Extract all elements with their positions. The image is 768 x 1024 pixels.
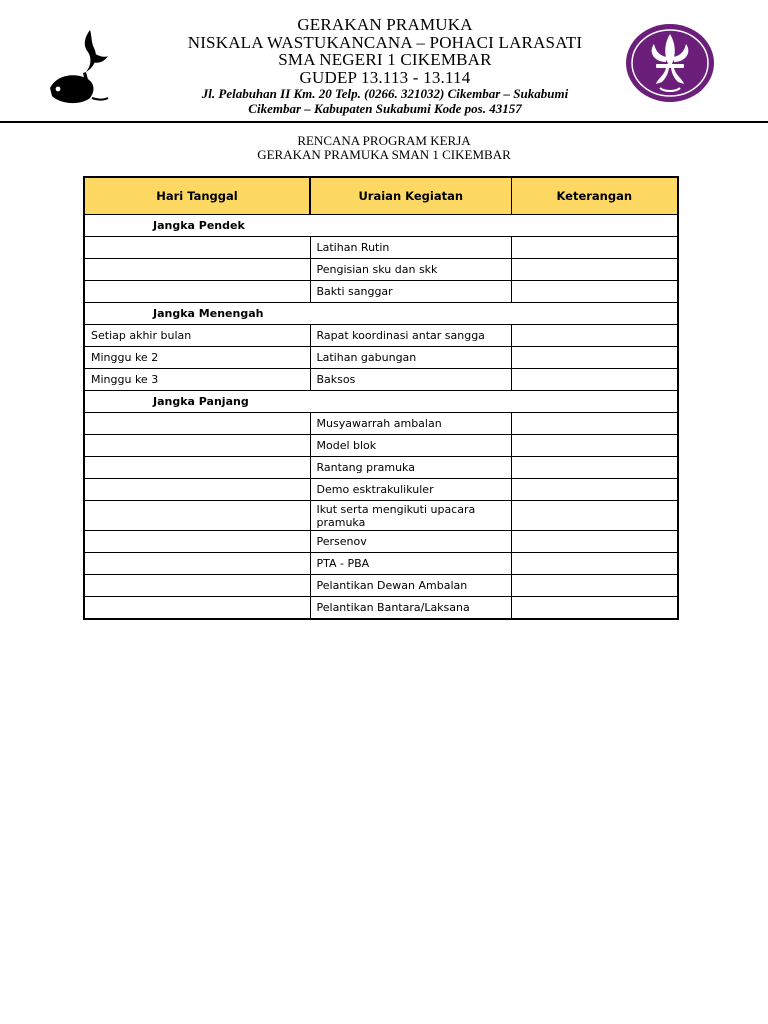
table-row <box>84 597 678 620</box>
table-row <box>84 281 678 303</box>
letterhead <box>0 0 768 122</box>
unit-name: NISKALA WASTUKANCANA – POHACI LARASATI <box>187 32 583 52</box>
activity-cell: Bakti sanggar <box>310 281 511 303</box>
note-cell <box>511 347 678 369</box>
title-line-1: RENCANA PROGRAM KERJA <box>297 133 471 148</box>
section-label: Jangka Menengah <box>84 303 678 325</box>
note-cell <box>511 531 678 553</box>
program-table <box>83 176 679 620</box>
date-cell <box>84 479 310 501</box>
note-cell <box>511 413 678 435</box>
activity-cell: Pelantikan Dewan Ambalan <box>310 575 511 597</box>
table-row <box>84 435 678 457</box>
letterhead-divider <box>0 121 768 123</box>
document-title <box>0 134 768 162</box>
note-cell <box>511 237 678 259</box>
header-uraian-kegiatan: Uraian Kegiatan <box>310 177 511 215</box>
table-row <box>84 259 678 281</box>
table-row <box>84 237 678 259</box>
activity-cell: Rantang pramuka <box>310 457 511 479</box>
table-row <box>84 501 678 531</box>
section-label: Jangka Pendek <box>84 215 678 237</box>
date-cell: Minggu ke 3 <box>84 369 310 391</box>
date-cell <box>84 553 310 575</box>
date-cell: Minggu ke 2 <box>84 347 310 369</box>
note-cell <box>511 325 678 347</box>
table-row <box>84 369 678 391</box>
section-row <box>84 215 678 237</box>
note-cell <box>511 281 678 303</box>
activity-cell: Pelantikan Bantara/Laksana <box>310 597 511 620</box>
section-row <box>84 303 678 325</box>
gudep-number: GUDEP 13.113 - 13.114 <box>299 67 471 87</box>
title-line-2: GERAKAN PRAMUKA SMAN 1 CIKEMBAR <box>257 147 511 162</box>
table-row <box>84 325 678 347</box>
note-cell <box>511 597 678 620</box>
activity-cell: Latihan Rutin <box>310 237 511 259</box>
note-cell <box>511 501 678 531</box>
table-row <box>84 553 678 575</box>
date-cell <box>84 531 310 553</box>
activity-cell: Musyawarrah ambalan <box>310 413 511 435</box>
table-row <box>84 531 678 553</box>
note-cell <box>511 435 678 457</box>
address-line-2: Cikembar – Kabupaten Sukabumi Kode pos. 43157 <box>248 101 522 116</box>
note-cell <box>511 259 678 281</box>
activity-cell: Model blok <box>310 435 511 457</box>
note-cell <box>511 457 678 479</box>
org-name: GERAKAN PRAMUKA <box>297 15 473 34</box>
activity-cell: PTA - PBA <box>310 553 511 575</box>
date-cell <box>84 435 310 457</box>
table-body <box>84 215 678 620</box>
note-cell <box>511 479 678 501</box>
table-row <box>84 457 678 479</box>
tunas-kelapa-logo-icon <box>46 22 112 106</box>
activity-cell: Ikut serta mengikuti upacara pramuka <box>310 501 511 531</box>
section-label: Jangka Panjang <box>84 391 678 413</box>
activity-cell: Latihan gabungan <box>310 347 511 369</box>
date-cell: Setiap akhir bulan <box>84 325 310 347</box>
date-cell <box>84 259 310 281</box>
date-cell <box>84 457 310 479</box>
address-line-1: Jl. Pelabuhan II Km. 20 Telp. (0266. 321032) Cikembar – Sukabumi <box>201 86 569 101</box>
letterhead-text <box>150 16 620 116</box>
table-row <box>84 413 678 435</box>
table-header-row <box>84 177 678 215</box>
table-row <box>84 479 678 501</box>
activity-cell: Rapat koordinasi antar sangga <box>310 325 511 347</box>
section-row <box>84 391 678 413</box>
date-cell <box>84 575 310 597</box>
date-cell <box>84 597 310 620</box>
header-hari-tanggal: Hari Tanggal <box>84 177 310 215</box>
activity-cell: Pengisian sku dan skk <box>310 259 511 281</box>
table-row <box>84 347 678 369</box>
activity-cell: Baksos <box>310 369 511 391</box>
activity-cell: Persenov <box>310 531 511 553</box>
activity-cell: Demo esktrakulikuler <box>310 479 511 501</box>
note-cell <box>511 575 678 597</box>
table-row <box>84 575 678 597</box>
note-cell <box>511 553 678 575</box>
note-cell <box>511 369 678 391</box>
date-cell <box>84 413 310 435</box>
date-cell <box>84 281 310 303</box>
date-cell <box>84 237 310 259</box>
date-cell <box>84 501 310 531</box>
school-name: SMA NEGERI 1 CIKEMBAR <box>278 50 492 69</box>
scout-emblem-icon <box>624 22 716 104</box>
header-keterangan: Keterangan <box>511 177 678 215</box>
